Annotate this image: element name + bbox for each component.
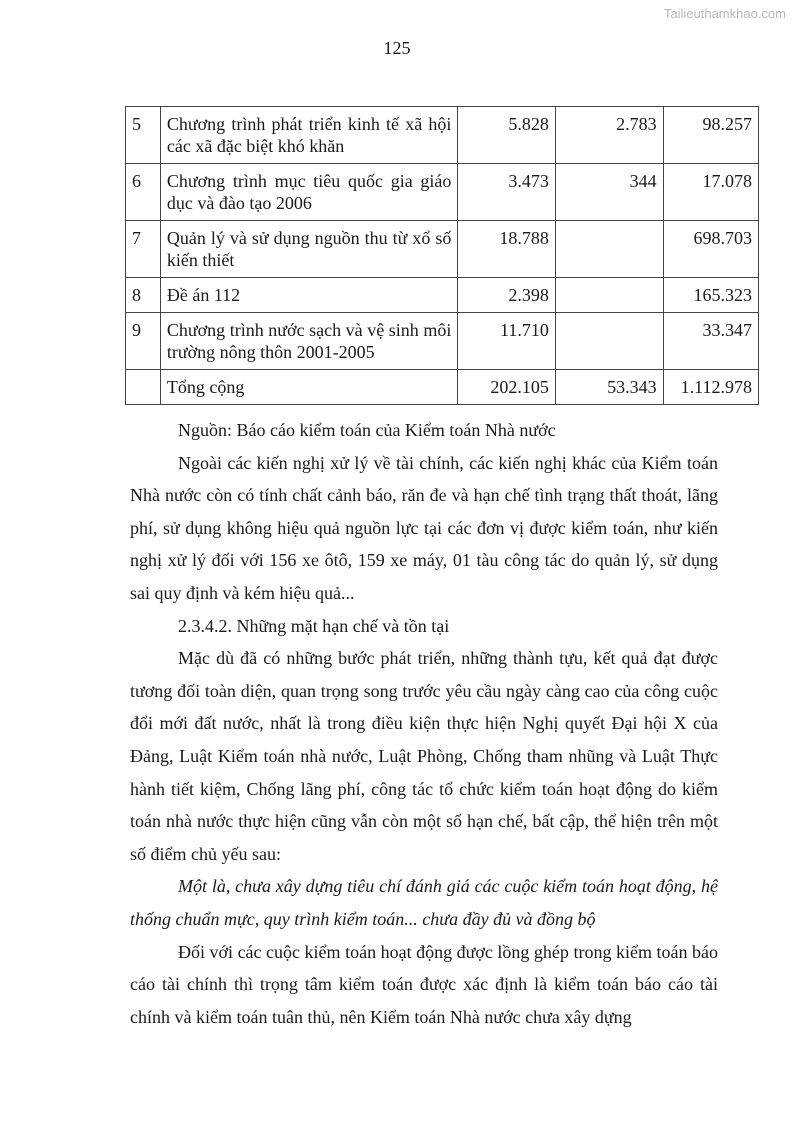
value-col-3: 165.323 bbox=[663, 278, 758, 313]
value-col-3: 98.257 bbox=[663, 107, 758, 164]
total-label: Tổng cộng bbox=[160, 370, 458, 405]
total-col-3: 1.112.978 bbox=[663, 370, 758, 405]
program-name: Quản lý và sử dụng nguồn thu từ xổ số kiến thiết bbox=[160, 221, 458, 278]
total-col-1: 202.105 bbox=[458, 370, 555, 405]
program-name: Đề án 112 bbox=[160, 278, 458, 313]
table-row bbox=[126, 313, 759, 370]
watermark: Tailieuthamkhao.com bbox=[663, 6, 786, 21]
value-col-2: 2.783 bbox=[555, 107, 663, 164]
value-col-1: 18.788 bbox=[458, 221, 555, 278]
italic-point: Một là, chưa xây dựng tiêu chí đánh giá các cuộc kiểm toán hoạt động, hệ thống chuẩn mực, quy trình kiểm toán... chưa đầy đủ và đồng bộ bbox=[130, 876, 718, 929]
body-text bbox=[130, 414, 718, 1033]
program-name: Chương trình mục tiêu quốc gia giáo dục và đào tạo 2006 bbox=[160, 164, 458, 221]
table-row bbox=[126, 221, 759, 278]
value-col-1: 2.398 bbox=[458, 278, 555, 313]
row-number: 7 bbox=[126, 221, 161, 278]
value-col-2 bbox=[555, 221, 663, 278]
row-number: 5 bbox=[126, 107, 161, 164]
value-col-2 bbox=[555, 313, 663, 370]
table-row bbox=[126, 107, 759, 164]
paragraph: Đối với các cuộc kiểm toán hoạt động được lồng ghép trong kiểm toán báo cáo tài chính thì trọng tâm kiểm toán được xác định là kiểm toán báo cáo tài chính và kiểm toán tuân thủ, nên Kiểm toán Nhà nước chưa xây dựng bbox=[130, 941, 718, 1027]
program-name: Chương trình phát triển kinh tế xã hội các xã đặc biệt khó khăn bbox=[160, 107, 458, 164]
program-name: Chương trình nước sạch và vệ sinh môi trường nông thôn 2001-2005 bbox=[160, 313, 458, 370]
audit-table bbox=[125, 106, 759, 405]
row-number: 9 bbox=[126, 313, 161, 370]
total-col-2: 53.343 bbox=[555, 370, 663, 405]
value-col-1: 5.828 bbox=[458, 107, 555, 164]
paragraph: Ngoài các kiến nghị xử lý về tài chính, các kiến nghị khác của Kiểm toán Nhà nước còn có tính chất cảnh báo, răn đe và hạn chế tình trạng thất thoát, lãng phí, sử dụng không hiệu quả nguồn lực tại các đơn vị được kiểm toán, như kiến nghị xử lý đối với 156 xe ôtô, 159 xe máy, 01 tàu công tác do quản lý, sử dụng sai quy định và kém hiệu quả... bbox=[130, 452, 718, 603]
table-total-row bbox=[126, 370, 759, 405]
value-col-3: 17.078 bbox=[663, 164, 758, 221]
table-row bbox=[126, 164, 759, 221]
value-col-1: 11.710 bbox=[458, 313, 555, 370]
table-source: Nguồn: Báo cáo kiểm toán của Kiểm toán Nhà nước bbox=[178, 420, 556, 440]
section-heading: 2.3.4.2. Những mặt hạn chế và tồn tại bbox=[178, 615, 450, 636]
paragraph: Mặc dù đã có những bước phát triển, những thành tựu, kết quả đạt được tương đối toàn diện, quan trọng song trước yêu cầu ngày càng cao của công cuộc đổi mới đất nước, nhất là trong điều kiện thực hiện Nghị quyết Đại hội X của Đảng, Luật Kiểm toán nhà nước, Luật Phòng, Chống tham nhũng và Luật Thực hành tiết kiệm, Chống lãng phí, công tác tổ chức kiểm toán hoạt động do kiểm toán nhà nước thực hiện cũng vẫn còn một số hạn chế, bất cập, thể hiện trên một số điểm chủ yếu sau: bbox=[130, 648, 718, 864]
page-number: 125 bbox=[383, 38, 411, 58]
value-col-3: 698.703 bbox=[663, 221, 758, 278]
value-col-3: 33.347 bbox=[663, 313, 758, 370]
row-number: 8 bbox=[126, 278, 161, 313]
value-col-1: 3.473 bbox=[458, 164, 555, 221]
row-number: 6 bbox=[126, 164, 161, 221]
value-col-2: 344 bbox=[555, 164, 663, 221]
value-col-2 bbox=[555, 278, 663, 313]
table-row bbox=[126, 278, 759, 313]
row-number bbox=[126, 370, 161, 405]
